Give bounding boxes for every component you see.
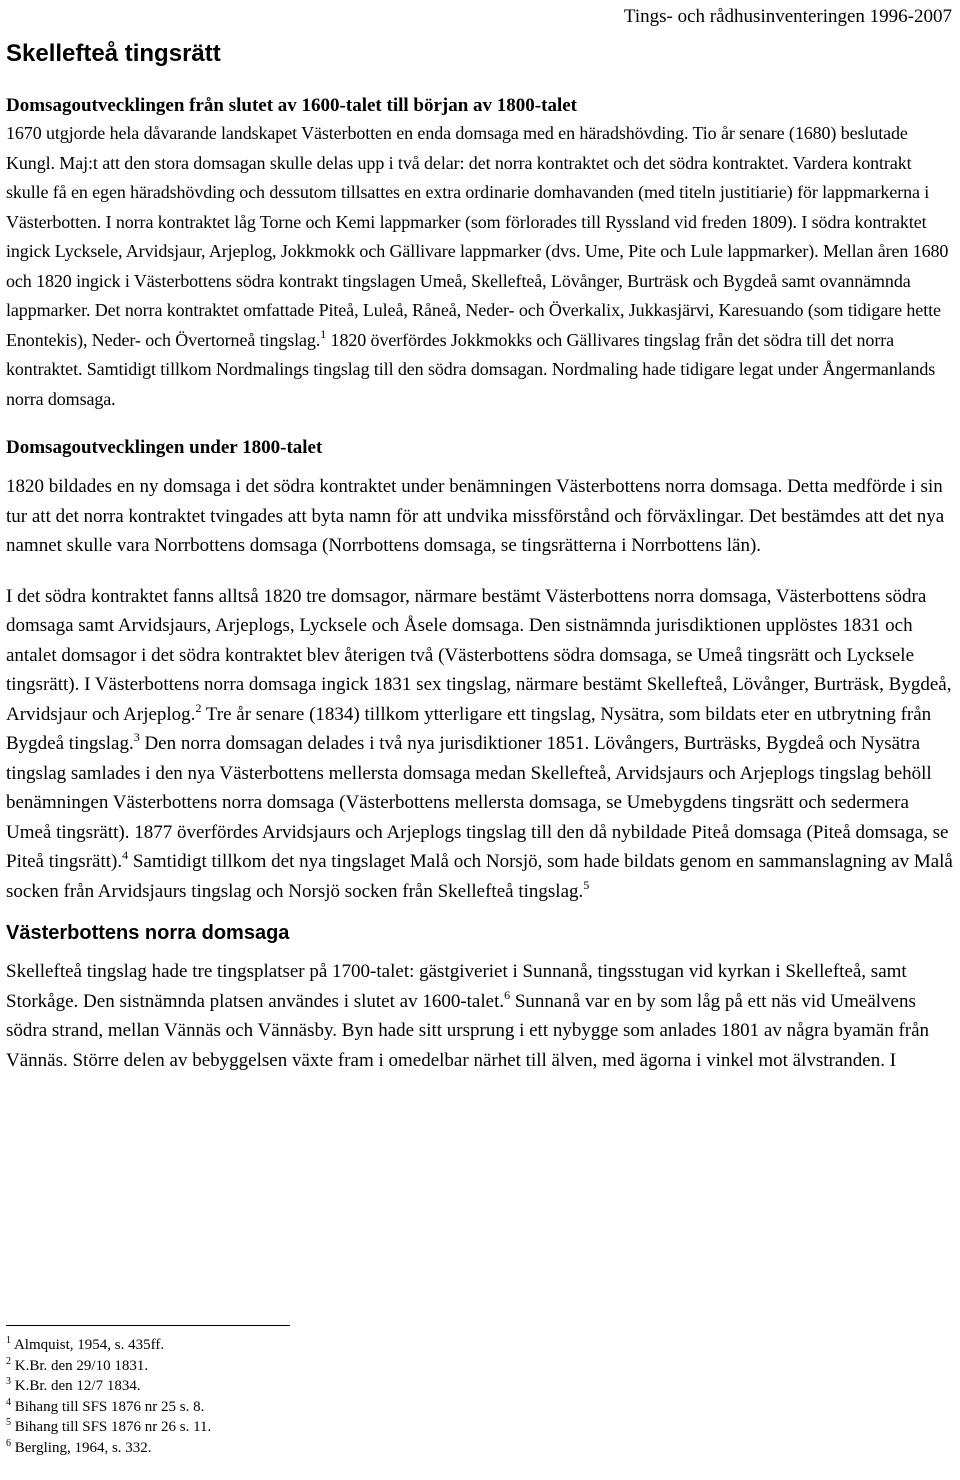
footnote-text: K.Br. den 12/7 1834. [14,1378,141,1394]
paragraph-text: 1670 utgjorde hela dåvarande landskapet Västerbotten en enda domsaga med en häradshövding. Tio år senare (1680) beslutade Kungl. Maj:t att den stora domsagan skulle delas upp i två delar: det norra kontraktet och det södra kontraktet. Vardera kontrakt skulle få en egen häradshövding och dessutom tillsattes en extra ordinarie domhavanden (med titeln justitiarie) för lappmarkerna i Västerbotten. I norra kontraktet låg Torne och Kemi lappmarker (som förlorades till Ryssland vid freden 1809). I södra kontraktet ingick Lycksele, Arvidsjaur, Arjeplog, Jokkmokk och Gällivare lappmarker (dvs. Ume, Pite och Lule lappmarker). Mellan åren 1680 och 1820 ingick i Västerbottens södra kontrakt tingslagen Umeå, Skellefteå, Lövånger, Burträsk och Bygdeå samt ovannämnda lappmarker. Det norra kontraktet omfattade Piteå, Luleå, Råneå, Neder- och Överkalix, Jukkasjärvi, Karesuando (som tidigare hette Enontekis), Neder- och Övertorneå tingslag. [6,123,949,350]
footnote-number: 5 [6,1417,11,1428]
footnote-ref-2[interactable]: 2 [195,700,202,715]
footnote-item [6,1356,211,1377]
footnote-separator [6,1325,290,1326]
section-heading-1600s: Domsagoutvecklingen från slutet av 1600-talet till början av 1800-talet [6,95,577,116]
section-heading-norra-domsaga: Västerbottens norra domsaga [6,922,290,944]
footnote-item [6,1376,211,1397]
footnote-ref-1[interactable]: 1 [320,326,327,341]
footnote-ref-5[interactable]: 5 [583,877,590,892]
paragraph-text: Skellefteå tingslag hade tre tingsplatser på 1700-talet: gästgiveriet i Sunnanå, tingsstugan vid kyrkan i Skellefteå, samt Storkåge. Den sistnämnda platsen användes i slutet av 1600-talet. [6,961,907,1012]
footnote-text: Bihang till SFS 1876 nr 26 s. 11. [14,1419,212,1435]
series-title: Tings- och rådhusinventeringen 1996-2007 [623,6,952,27]
page-header [0,4,960,74]
footnote-item [6,1335,211,1356]
footnote-ref-6[interactable]: 6 [504,987,511,1002]
paragraph-text: I det södra kontraktet fanns alltså 1820 tre domsagor, närmare bestämt Västerbottens norra domsaga, Västerbottens södra domsaga samt Arvidsjaurs, Arjeplogs, Lycksele och Åsele domsaga. Den sistnämnda jurisdiktionen upplöstes 1831 och antalet domsagor i det södra kontraktet blev återigen två (Västerbottens södra domsaga, se Umeå tingsrätt och Lycksele tingsrätt). I Västerbottens norra domsaga ingick 1831 sex tingslag, närmare bestämt Skellefteå, Lövånger, Burträsk, Bygdeå, Arvidsjaur och Arjeplog. [6,585,952,725]
footnote-text: Bergling, 1964, s. 332. [14,1439,152,1456]
document-title: Skellefteå tingsrätt [6,40,221,67]
footnote-item [6,1438,211,1459]
footnote-number: 6 [6,1437,11,1449]
footnotes [6,1335,211,1458]
paragraph-text: 1820 överfördes Jokkmokks och Gällivares tingslag från det södra till det norra kontraktet. Samtidigt tillkom Nordmalings tingslag till den södra domsagan. Nordmaling hade tidigare legat under Ångermanlands norra domsaga. [6,329,936,409]
footnote-ref-4[interactable]: 4 [122,848,129,862]
section-heading-1800s: Domsagoutvecklingen under 1800-talet [6,437,323,458]
footnote-text: Bihang till SFS 1876 nr 25 s. 8. [14,1398,205,1415]
footnote-number: 1 [6,1335,11,1346]
document-body [6,93,956,1075]
paragraph-text: Den norra domsagan delades i två nya jurisdiktioner 1851. Lövångers, Burträsks, Bygdeå och Nysätra tingslag samlades i den nya Västerbottens mellersta domsaga medan Skellefteå, Arvidsjaurs och Arjeplogs tingslag behöll benämningen Västerbottens norra domsaga (Västerbottens mellersta domsaga, se Umebygdens tingsrätt och sedermera Umeå tingsrätt). 1877 överfördes Arvidsjaurs och Arjeplogs tingslag till den då nybildade Piteå domsaga (Piteå domsaga, se Piteå tingsrätt). [6,733,949,872]
paragraph-text: Samtidigt tillkom det nya tingslaget Malå och Norsjö, som hade bildats genom en sammanslagning av Malå socken från Arvidsjaurs tingslag och Norsjö socken från Skellefteå tingslag. [6,851,953,902]
footnote-item [6,1417,211,1438]
paragraph-1820: 1820 bildades en ny domsaga i det södra kontraktet under benämningen Västerbottens norra domsaga. Detta medförde i sin tur att det norra kontraktet tvingades att byta namn för att undvika missförstånd och förväxlingar. Det bestämdes att det nya namnet skulle vara Norrbottens domsaga (Norrbottens domsaga, se tingsrätterna i Norrbottens län). [6,476,945,556]
paragraph-text: Tre år senare (1834) tillkom ytterligare ett tingslag, Nysätra, som bildats eter en utbrytning från Bygdeå tingslag. [6,703,932,754]
paragraph-skelleftea-tingslag [6,957,956,1075]
footnote-text: K.Br. den 29/10 1831. [14,1357,149,1374]
footnote-item [6,1397,211,1418]
paragraph-1600s [6,119,956,414]
paragraph-text: Sunnanå var en by som låg på ett näs vid Umeälvens södra strand, mellan Vännäs och Vännäsby. Byn hade sitt ursprung i ett nybygge som anlades 1801 av några byamän från Vännäs. Större delen av bebyggelsen växte fram i omedelbar närhet till älven, med ägorna i vinkel mot älvstranden. I [6,990,930,1071]
footnote-number: 2 [6,1355,11,1367]
footnote-ref-3[interactable]: 3 [133,730,140,744]
footnote-number: 4 [6,1396,11,1408]
paragraph-sodra-kontraktet [6,582,956,907]
footnote-number: 3 [6,1376,11,1387]
footnote-text: Almquist, 1954, s. 435ff. [13,1337,165,1353]
